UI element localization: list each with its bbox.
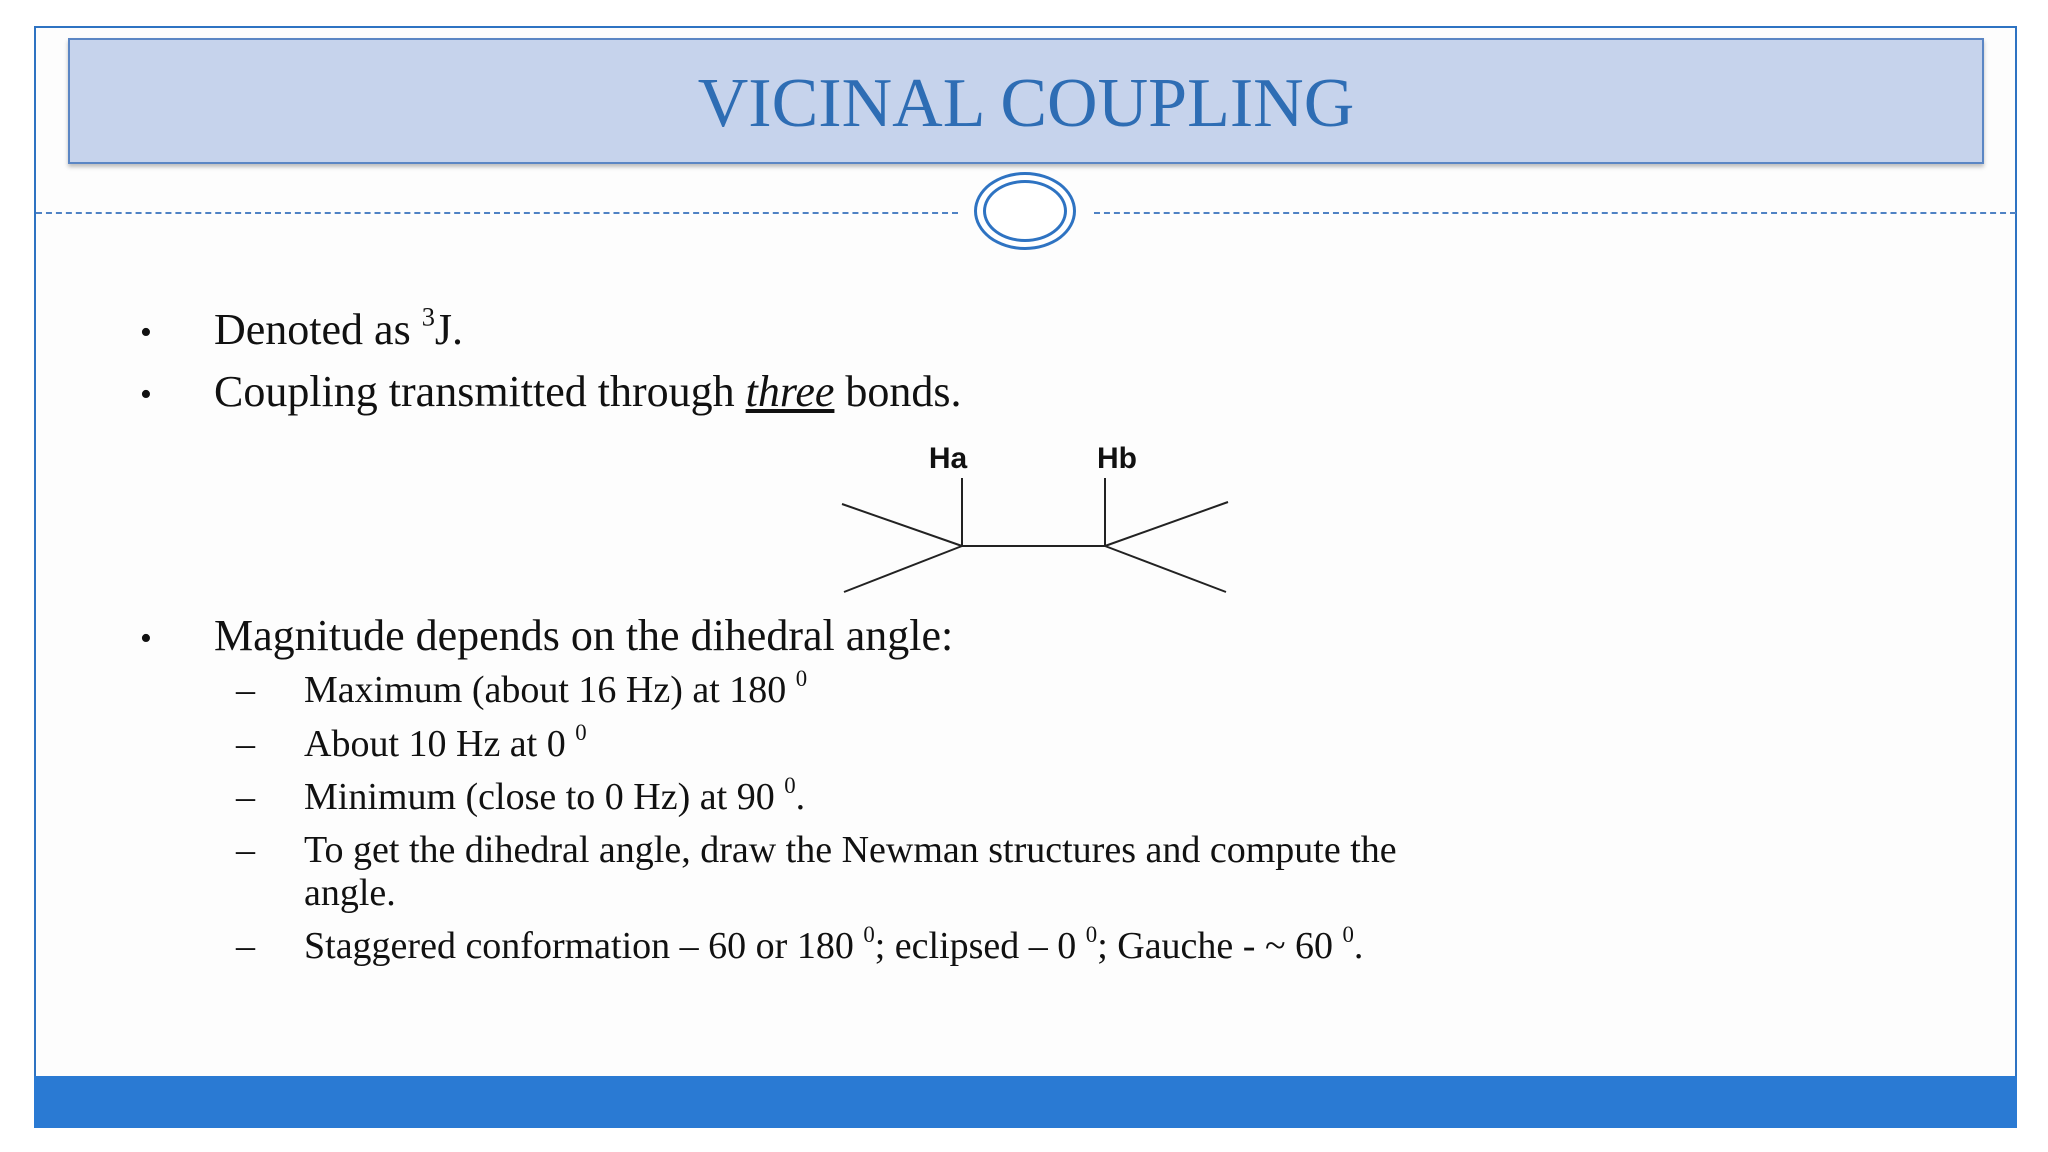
superscript: 0 xyxy=(1085,922,1098,948)
bullet-text: J. xyxy=(434,305,464,354)
slide-title: VICINAL COUPLING xyxy=(697,65,1355,142)
superscript: 0 xyxy=(575,720,587,746)
sub-marker: – xyxy=(236,829,255,871)
sub-item-minimum xyxy=(304,773,806,818)
sub-item-text: ; eclipsed – 0 xyxy=(874,925,1086,967)
sub-marker: – xyxy=(236,925,255,967)
sub-marker: – xyxy=(236,723,255,765)
sub-item-text: Maximum (about 16 Hz) at 180 xyxy=(304,669,796,711)
bullet-marker: • xyxy=(140,376,152,413)
bullet-magnitude xyxy=(214,611,954,660)
superscript: 0 xyxy=(795,666,808,692)
sub-item-text: About 10 Hz at 0 xyxy=(304,723,576,765)
sub-item-about-10 xyxy=(304,720,587,765)
sub-marker: – xyxy=(236,669,255,711)
superscript: 0 xyxy=(784,773,796,799)
sub-item-maximum xyxy=(304,666,808,711)
sub-item-newman-line1: To get the dihedral angle, draw the Newman structures and compute the xyxy=(304,829,1397,871)
sub-item-text: ; Gauche - ~ 60 xyxy=(1097,925,1343,967)
sub-item-text: Staggered conformation – 60 or 180 xyxy=(304,925,864,967)
bond-right-lower xyxy=(1105,546,1226,592)
superscript: 0 xyxy=(1342,922,1354,948)
bullet-text: Magnitude depends on the dihedral angle: xyxy=(214,611,954,660)
bullet-denoted xyxy=(214,301,464,354)
label-ha: Ha xyxy=(928,442,968,475)
superscript: 0 xyxy=(863,922,875,948)
label-hb: Hb xyxy=(1097,442,1137,475)
vicinal-coupling-diagram xyxy=(830,436,1250,606)
bullet-coupling xyxy=(214,367,962,416)
bullet-marker: • xyxy=(140,314,152,351)
bond-left-upper xyxy=(842,504,962,546)
footer-band xyxy=(34,1076,2017,1128)
sub-marker: – xyxy=(236,776,255,818)
sub-item-conformations xyxy=(304,922,1364,967)
bond-right-upper xyxy=(1105,502,1228,546)
emphasized-word: three xyxy=(745,367,835,416)
bullet-text: Denoted as xyxy=(214,305,422,354)
sub-item-text: . xyxy=(795,776,806,818)
superscript: 3 xyxy=(421,301,435,332)
bullet-text: bonds. xyxy=(834,367,962,416)
bullet-text: Coupling transmitted through xyxy=(214,367,746,416)
bullet-marker: • xyxy=(140,620,152,657)
sub-item-text: . xyxy=(1353,925,1364,967)
bond-left-lower xyxy=(844,546,962,592)
sub-item-text: Minimum (close to 0 Hz) at 90 xyxy=(304,776,785,818)
sub-item-newman-line2: angle. xyxy=(304,872,396,914)
